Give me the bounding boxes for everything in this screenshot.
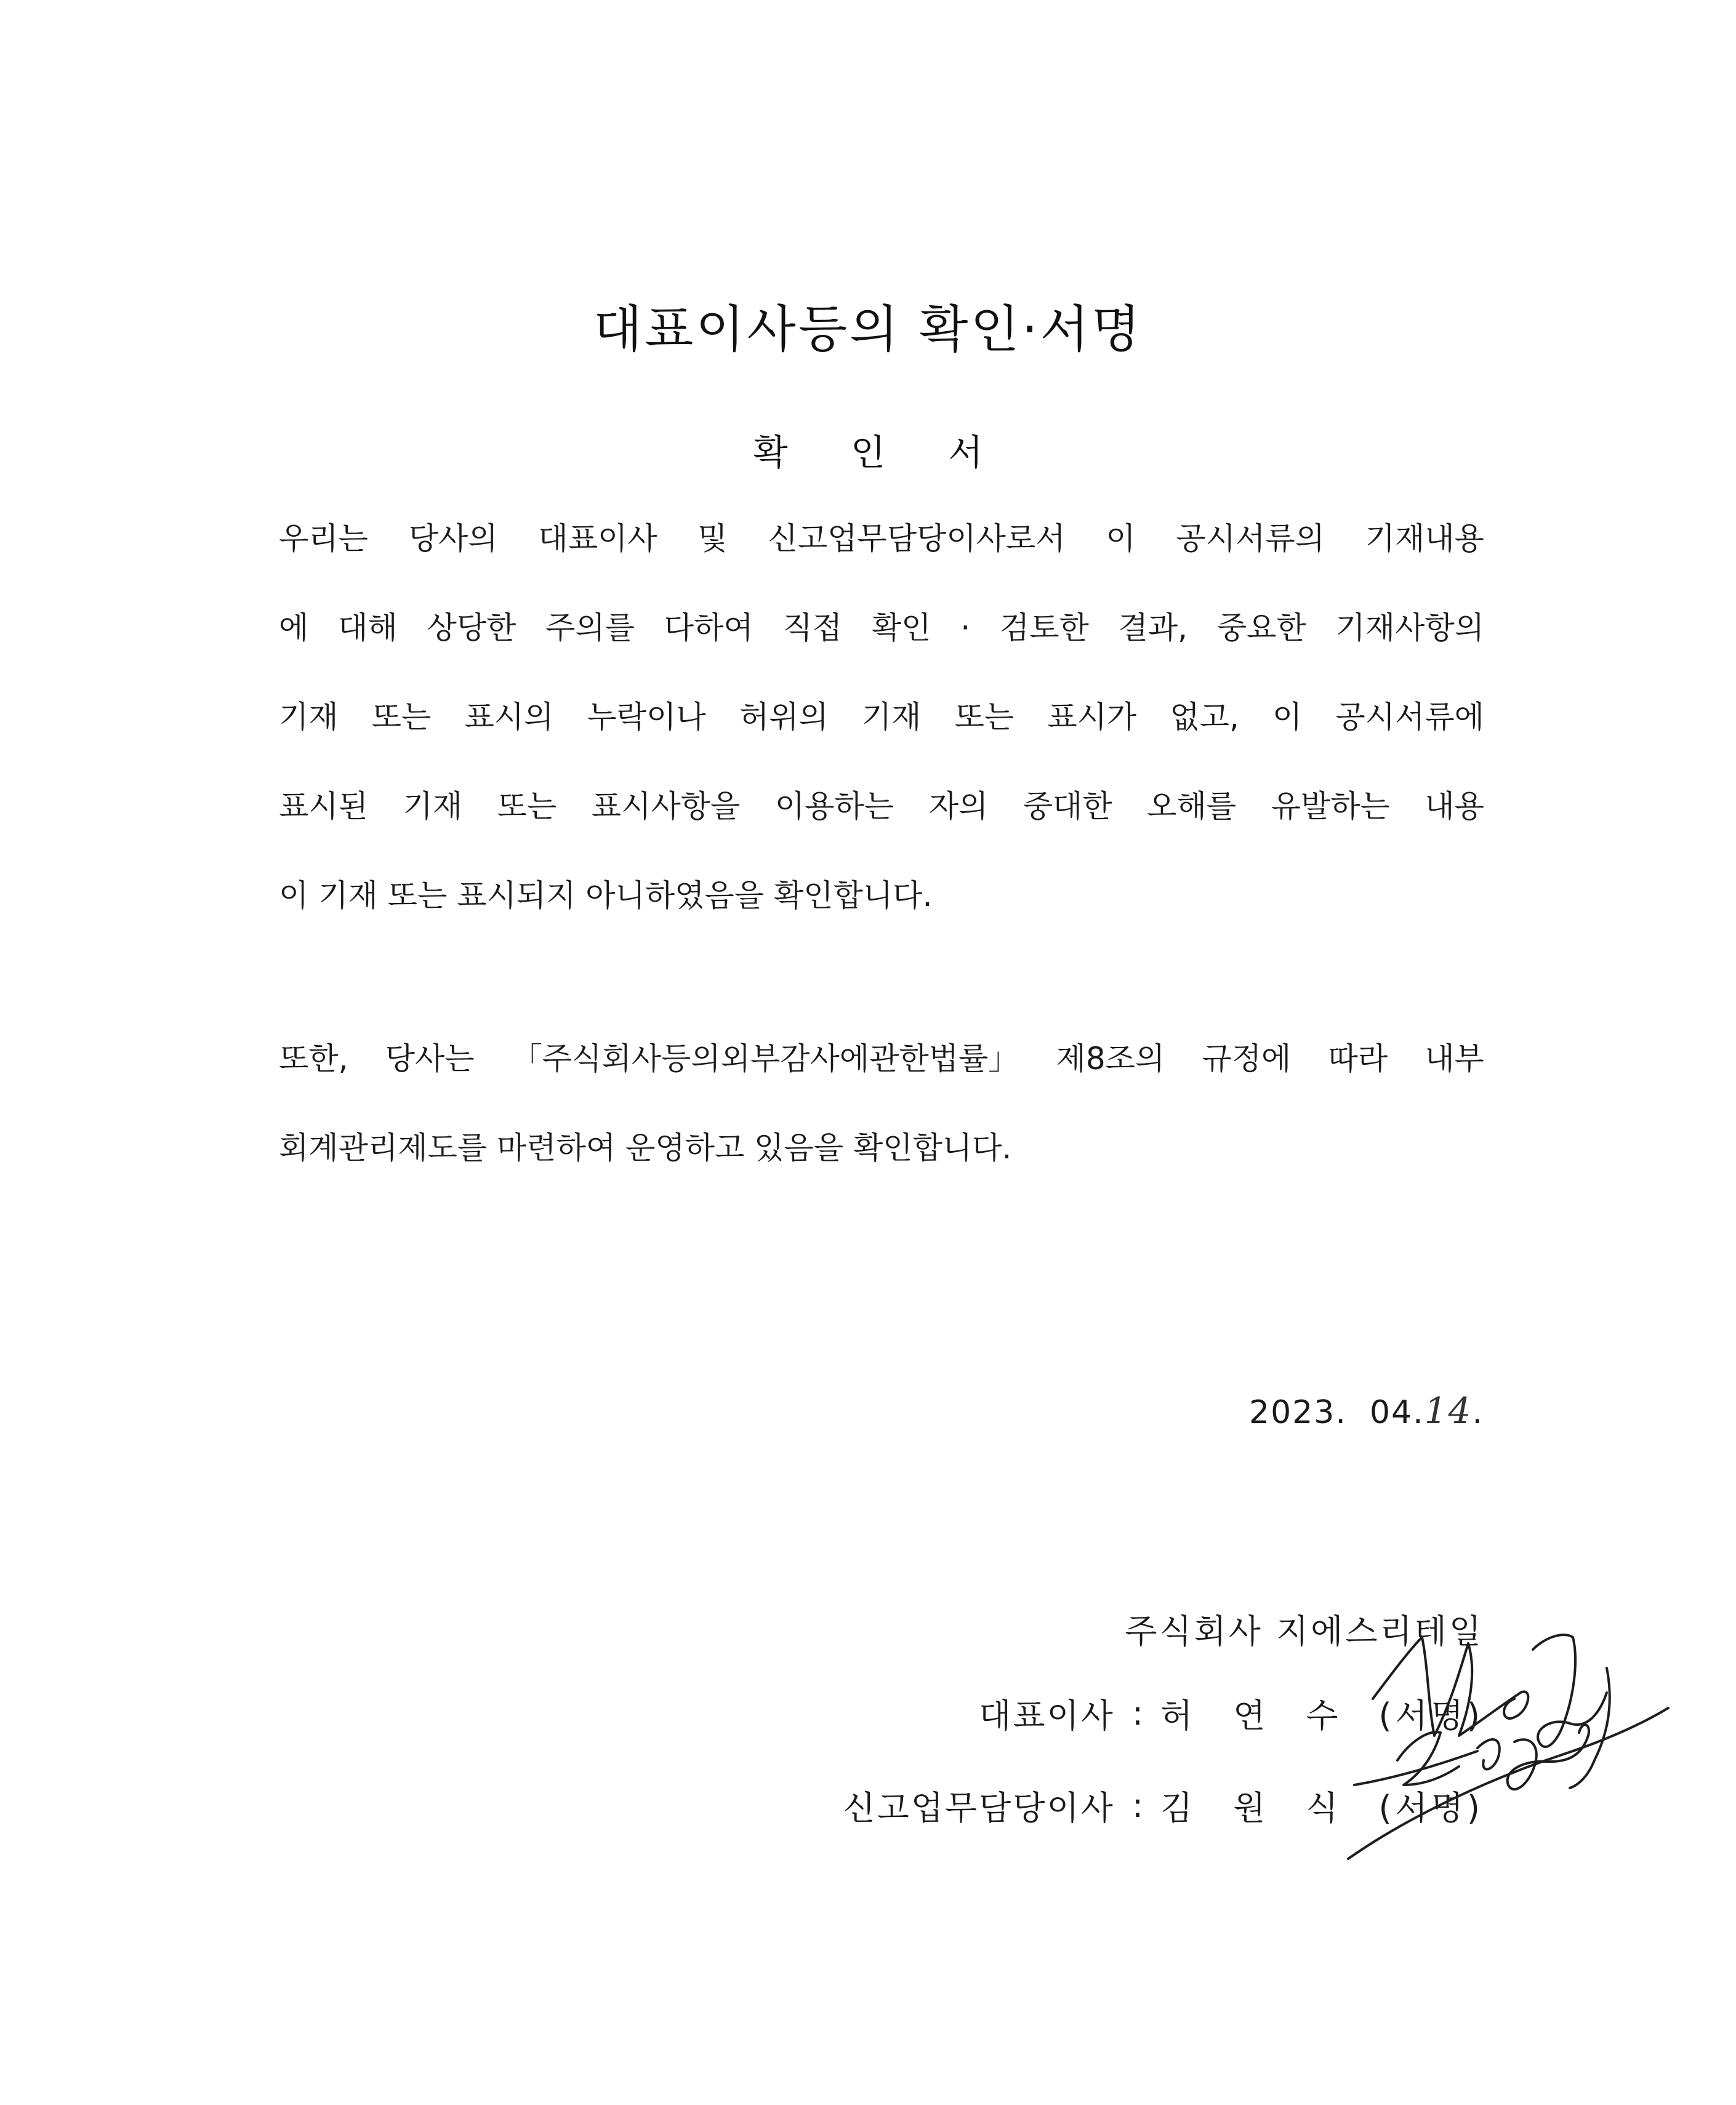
date-handwritten-day: 14: [1424, 1390, 1473, 1432]
ceo-signature-stroke: [1373, 1637, 1468, 1736]
paragraph-line: [279, 1040, 1484, 1077]
paragraph-word: 또는: [371, 699, 432, 735]
paragraph-word: 직접: [782, 610, 843, 646]
handwritten-signatures: [1336, 1600, 1693, 1871]
paragraph-word: 이: [1272, 699, 1303, 735]
paragraph-word: 대해: [338, 610, 398, 646]
paragraph-word: 오해를: [1147, 788, 1237, 824]
paragraph-word: 중대한: [1023, 788, 1112, 824]
paragraph-word: 주의를: [545, 610, 635, 646]
paragraph-word: 규정에: [1202, 1041, 1292, 1077]
ceo-signature-stroke: [1533, 1635, 1607, 1747]
paragraph-word: 대표이사: [538, 521, 657, 556]
cfo-signature-stroke: [1477, 1739, 1500, 1769]
paragraph-line: 회계관리제도를 마련하여 운영하고 있음을 확인합니다.: [279, 1130, 1012, 1166]
paragraph-word: 에: [279, 610, 309, 646]
paragraph-word: 및: [697, 521, 728, 556]
document-date: [1249, 1390, 1484, 1432]
ceo-signature-stroke: [1459, 1643, 1528, 1736]
paragraph-word: 또한,: [279, 1041, 348, 1077]
paragraph-word: 기재사항의: [1335, 610, 1484, 646]
document-subtitle: 확 인 서: [753, 431, 1009, 473]
paragraph-word: ·: [960, 610, 971, 646]
ceo-sign-mark: (서명): [1378, 1696, 1484, 1735]
paragraph-word: 확인: [871, 610, 931, 646]
paragraph-word: 없고,: [1170, 699, 1239, 735]
cfo-name: 김원식: [1160, 1789, 1379, 1827]
paragraph-word: 표시가: [1047, 699, 1137, 735]
paragraph-line: [279, 788, 1484, 825]
paragraph-word: 따라: [1328, 1041, 1388, 1077]
cfo-colon: :: [1131, 1786, 1144, 1825]
paragraph-word: 결과,: [1118, 610, 1188, 646]
paragraph-word: 허위의: [739, 699, 829, 735]
paragraph-word: 내부: [1425, 1041, 1484, 1077]
paragraph-word: 제8조의: [1056, 1041, 1165, 1077]
date-suffix: .: [1472, 1394, 1484, 1431]
cfo-role: 신고업무담당이사: [843, 1789, 1115, 1827]
paragraph-word: 당사는: [385, 1041, 475, 1077]
paragraph-word: 중요한: [1216, 610, 1306, 646]
paragraph-word: 당사의: [408, 521, 498, 556]
paragraph-word: 유발하는: [1271, 788, 1390, 824]
paragraph-word: 공시서류의: [1176, 521, 1325, 556]
paragraph-word: 「주식회사등의외부감사에관한법률」: [511, 1041, 1019, 1077]
paragraph-word: 표시된: [279, 788, 368, 824]
paragraph-word: 또는: [954, 699, 1015, 735]
cfo-signature-stroke: [1397, 1732, 1459, 1785]
paragraph-word: 표시사항을: [591, 788, 741, 824]
paragraph-word: 검토한: [999, 610, 1089, 646]
paragraph-word: 기재내용: [1365, 521, 1484, 556]
paragraph-line: [279, 699, 1484, 736]
paragraph-word: 표시의: [464, 699, 554, 735]
paragraph-word: 다하여: [664, 610, 753, 646]
cfo-sign-mark: (서명): [1378, 1789, 1484, 1827]
document-title: 대표이사등의 확인·서명: [593, 300, 1143, 359]
paragraph-word: 기재: [861, 699, 922, 735]
paragraph-word: 신고업무담당이사로서: [768, 521, 1066, 556]
date-printed: 2023. 04.: [1249, 1394, 1425, 1431]
paragraph-word: 누락이나: [587, 699, 706, 735]
paragraph-word: 이용하는: [774, 788, 894, 824]
paragraph-word: 기재: [403, 788, 463, 824]
paragraph-word: 상당한: [427, 610, 516, 646]
cfo-signature-stroke: [1354, 1751, 1477, 1785]
cfo-signature-stroke: [1570, 1668, 1610, 1788]
ceo-name: 허연수: [1160, 1696, 1379, 1735]
paragraph-word: 자의: [928, 788, 989, 824]
paragraph-word: 또는: [497, 788, 557, 824]
company-name: 주식회사 지에스리테일: [1125, 1612, 1484, 1651]
paragraph-line: [279, 520, 1484, 557]
cfo-signature-stroke: [1508, 1725, 1589, 1789]
paragraph-line: [279, 609, 1484, 646]
ceo-role: 대표이사: [979, 1696, 1115, 1735]
ceo-colon: :: [1131, 1694, 1144, 1733]
paragraph-word: 이: [1106, 521, 1136, 556]
paragraph-word: 공시서류에: [1335, 699, 1484, 735]
paragraph-line: 이 기재 또는 표시되지 아니하였음을 확인합니다.: [279, 878, 933, 913]
paragraph-word: 내용: [1425, 788, 1484, 824]
paragraph-word: 기재: [279, 699, 339, 735]
paragraph-word: 우리는: [279, 521, 368, 556]
